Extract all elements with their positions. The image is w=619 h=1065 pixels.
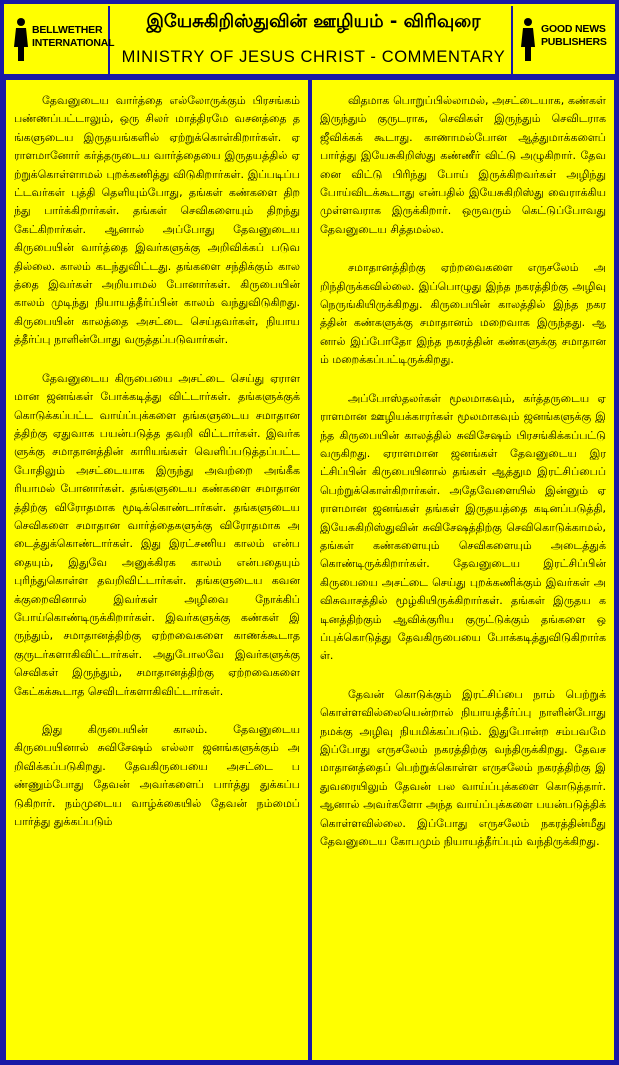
figure-standing-icon	[12, 17, 30, 63]
bellwether-logo-text: BELLWETHER INTERNATIONAL	[32, 24, 115, 49]
paragraph: தேவன் கொடுக்கும் இரட்சிப்பை நாம் பெற்றுக் கொள்ளவில்லையென்றால் நியாயத்தீர்ப்பு நாளின்போது நமக்கு அழிவு நியமிக்கப்படும். இதுபோன்ற சம்பவமே இப்போது எருசலேம் நகரத்திற்கு வந்திருக்கிறது. தேவசமாதானத்தைப் பெற்றுக்கொள்ள எருசலேம் நகரத்திற்கு இதுவரையிலும் தேவன் பல வாய்ப்புக்களை கொடுத்தார். ஆனால் அவர்களோ அந்த வாய்ப்புக்களை பயன்படுத்திக் கொள்ளவில்லை. இப்போது எருசலேம் நகரத்தின்மீது தேவனுடைய கோபமும் நியாயத்தீர்ப்பும் வந்திருக்கிறது.	[320, 687, 606, 849]
page-title-english: MINISTRY OF JESUS CHRIST - COMMENTARY	[121, 48, 506, 66]
paragraph: அப்போஸ்தலர்கள் மூலமாகவும், கர்த்தருடைய ஏராளமான ஊழியக்காரர்கள் மூலமாகவும் ஜனங்களுக்கு இந்த கிருபையின் காலத்தில் சுவிசேஷம் பிரசங்கிக்கப்பட்டு வருகிறது. ஏராளமான ஜனங்கள் தேவனுடைய இரட்சிப்பின் கிருபையினால் தங்கள் ஆத்தும இரட்சிப்பைப் பெற்றுக்கொள்கிறார்கள். அதேவேளையில் இன்னும் ஏராளமான ஜனங்கள் தங்கள் இருதயத்தை கடினப்படுத்தி, இயேசுகிறிஸ்துவின் சுவிசேஷத்திற்கு செவிகொடுக்காமல், தங்கள் கண்களையும் செவிகளையும் அடைத்துக் கொண்டிருக்கிறார்கள். தேவனுடைய இரட்சிப்பின் கிருபையை அசட்டை செய்து புறக்கணிக்கும் இவர்கள் அவிசுவாசத்தில் மூழ்கியிருக்கிறார்கள். தங்கள் இருதய கடினத்திற்கும் ஆவிக்குரிய குருட்டுக்கும் தங்களை ஒப்புக்கொடுத்து தேவகிருபையை போக்கடித்துவிடுகிறார்கள்.	[320, 391, 606, 663]
figure-standing-icon	[519, 17, 537, 63]
good-news-publishers-logo	[511, 6, 613, 76]
left-column	[6, 80, 308, 1060]
right-column	[312, 80, 614, 1060]
bellwether-logo	[6, 6, 115, 76]
good-news-logo-text: GOOD NEWS PUBLISHERS	[541, 23, 607, 48]
paragraph: விதமாக பொறுப்பில்லாமல், அசட்டையாக, கண்கள் இருந்தும் குருடராக, செவிகள் இருந்தும் செவிடராக ஜீவிக்கக் கூடாது. காணாமல்போன ஆத்துமாக்களைப் பார்த்து இயேசுகிறிஸ்து கண்ணீர் விட்டு அழுகிறார். தேவனை விட்டு பிரிந்து போய் இருக்கிறவர்கள் அழிந்து போய்விடக்கூடாது என்பதில் இயேசுகிறிஸ்து வைராக்கிய முள்ளவராக இருக்கிறார். ஒருவரும் கெட்டுப்போவது தேவனுடைய சித்தமல்ல.	[320, 94, 606, 236]
paragraph: சமாதானத்திற்கு ஏற்றவைகளை எருசலேம் அறிந்திருக்கவில்லை. இப்பொழுது இந்த நகரத்திற்கு அழிவு நெருங்கியிருக்கிறது. கிருபையின் காலத்தில் இந்த நகரத்தின் கண்களுக்கு சமாதானம் மறைவாக இருந்தது. ஆனால் இப்போதோ இந்த நகரத்தின் கண்களுக்கு சமாதானம் மறைக்கப்பட்டிருக்கிறது.	[320, 261, 606, 367]
header-banner	[2, 2, 617, 76]
paragraph: இது கிருபையின் காலம். தேவனுடைய கிருபையினால் சுவிசேஷம் எல்லா ஜனங்களுக்கும் அறிவிக்கப்படுகிறது. தேவகிருபையை அசட்டை பண்ணும்போது தேவன் அவர்களைப் பார்த்து துக்கப்படுகிறார். நம்முடைய வாழ்க்கையில் தேவன் நம்மைப் பார்த்து துக்கப்படும்	[14, 723, 300, 829]
page-title-tamil: இயேசுகிறிஸ்துவின் ஊழியம் - விரிவுரை	[146, 11, 481, 32]
paragraph: தேவனுடைய வார்த்தை எல்லோருக்கும் பிரசங்கம் பண்ணப்பட்டாலும், ஒரு சிலர் மாத்திரமே வசனத்தை தங்களுடைய இருதயங்களில் ஏற்றுக்கொள்கிறார்கள். ஏராளமானோர் கர்த்தருடைய வார்த்தையை இருதயத்தில் ஏற்றுக்கொள்ளாமல் புறக்கணித்து விடுகிறார்கள். இப்படிப்பட்டவர்கள் புத்தி தெளியும்போது, தங்கள் கண்களை திறந்து பார்க்கிறார்கள். தங்கள் செவிகளையும் திறந்து கேட்கிறார்கள். ஆனால் அப்போது தேவனுடைய கிருபையின் வார்த்தை இவர்களுக்கு அறிவிக்கப் படுவதில்லை. காலம் கடந்துவிட்டது. தங்களை சந்திக்கும் காலத்தை இவர்கள் அறியாமல் போனார்கள். கிருபையின் காலம் முடிந்து நியாயத்தீர்ப்பின் காலம் வந்துவிடுகிறது. கிருபையின் காலத்தை அசட்டை செய்தவர்கள், நியாயத்தீர்ப்பு நாளின்போது வருத்தப்படுவார்கள்.	[14, 94, 300, 347]
paragraph: தேவனுடைய கிருபையை அசட்டை செய்து ஏராளமான ஜனங்கள் போக்கடித்து விட்டார்கள். தங்களுக்குக் கொடுக்கப்பட்ட வாய்ப்புக்களை தங்களுடைய சமாதானத்திற்கு ஏதுவாக பயன்படுத்த தவறி விட்டார்கள். இவர்களுக்கு சமாதானத்தின் காரியங்கள் வெளிப்படுத்தப்பட்ட போதிலும் அசட்டையாக இருந்து அவற்றை அங்கீகரியாமல் போனார்கள். தங்களுடைய கண்களை சமாதானத்திற்கு விரோதமாக மூடிக்கொண்டார்கள். தங்களுடைய செவிகளை சமாதான வார்த்தைகளுக்கு விரோதமாக அடைத்துக்கொண்டார்கள். இது இரட்சணிய காலம் என்பதையும், இதுவே அனுக்கிரக காலம் என்பதையும் புரிந்துகொள்ள தவறிவிட்டார்கள். தங்களுடைய கவனக்குறைவினால் இவர்கள் அழிவை நோக்கிப் போய்கொண்டிருக்கிறார்கள். இவர்களுக்கு கண்கள் இருந்தும், சமாதானத்திற்கு ஏற்றவைகளை காணக்கூடாத குருடர்களாகிவிட்டார்கள். அதுபோலவே இவர்களுக்கு செவிகள் இருந்தும், சமாதானத்திற்கு ஏற்றவைகளை கேட்கக்கூடாத செவிடர்களாகிவிட்டார்கள்.	[14, 371, 300, 698]
